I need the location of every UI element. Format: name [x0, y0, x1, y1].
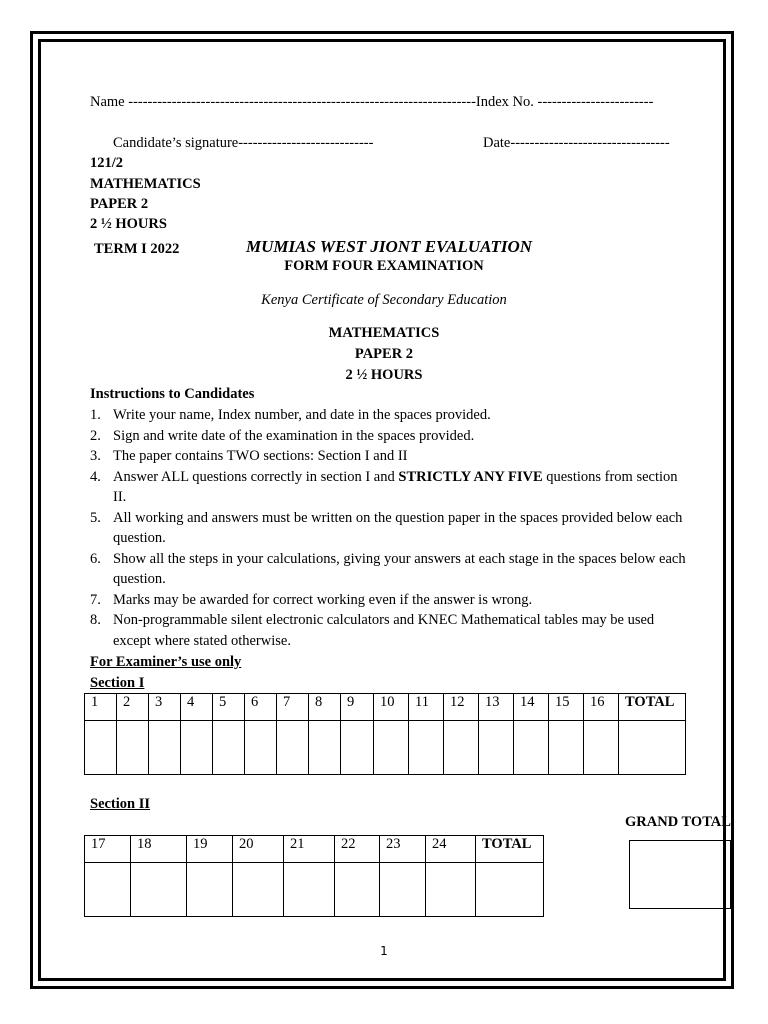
grand-total-label: GRAND TOTAL	[625, 814, 731, 830]
score-cell[interactable]	[149, 721, 181, 775]
score-cell[interactable]	[85, 721, 117, 775]
paper-code: 121/2	[90, 155, 124, 171]
question-number-cell: 12	[444, 694, 479, 721]
question-number-cell: 1	[85, 694, 117, 721]
score-cell[interactable]	[277, 721, 309, 775]
instruction-item	[90, 610, 690, 651]
question-number-cell: 21	[284, 836, 335, 863]
duration-label: 2 ½ HOURS	[90, 216, 167, 232]
date-line: Date---------------------------------	[483, 135, 670, 151]
instruction-item	[90, 405, 690, 426]
question-number-cell: 13	[479, 694, 514, 721]
instruction-number: 7.	[90, 591, 101, 608]
instruction-text: The paper contains TWO sections: Section I and II	[113, 448, 408, 464]
paper-label: PAPER 2	[90, 196, 149, 212]
score-cell[interactable]	[309, 721, 341, 775]
section-1-marks-table	[84, 693, 686, 775]
instruction-item	[90, 590, 690, 611]
exam-title: MUMIAS WEST JIONT EVALUATION	[246, 237, 533, 256]
score-cell[interactable]	[284, 863, 335, 917]
question-number-cell: 14	[514, 694, 549, 721]
question-number-cell: 3	[149, 694, 181, 721]
question-number-cell: 10	[374, 694, 409, 721]
total-column-header: TOTAL	[619, 694, 686, 721]
score-cell[interactable]	[514, 721, 549, 775]
question-number-cell: 23	[380, 836, 426, 863]
instruction-text: Write your name, Index number, and date in the spaces provided.	[113, 407, 491, 423]
instruction-number: 3.	[90, 448, 101, 464]
exam-type: FORM FOUR EXAMINATION	[284, 258, 484, 274]
score-cell[interactable]	[341, 721, 374, 775]
question-number-cell: 19	[187, 836, 233, 863]
score-cell[interactable]	[444, 721, 479, 775]
question-number-cell: 6	[245, 694, 277, 721]
instruction-text: Sign and write date of the examination in the spaces provided.	[113, 427, 475, 444]
term-label: TERM I 2022	[94, 241, 180, 257]
question-number-cell: 5	[213, 694, 245, 721]
center-duration: 2 ½ HOURS	[345, 367, 423, 383]
section-2-label: Section II	[90, 796, 151, 812]
instruction-item	[90, 549, 690, 590]
subject-label: MATHEMATICS	[90, 176, 201, 192]
instruction-item	[90, 508, 690, 549]
instruction-item	[90, 426, 690, 447]
section-2-marks-table	[84, 835, 544, 917]
score-cell[interactable]	[181, 721, 213, 775]
question-number-cell: 15	[549, 694, 584, 721]
question-number-cell: 7	[277, 694, 309, 721]
score-cell[interactable]	[85, 863, 131, 917]
section-1-label: Section I	[90, 675, 145, 691]
examiner-heading: For Examiner’s use only	[90, 654, 242, 670]
score-cell[interactable]	[409, 721, 444, 775]
instruction-number: 5.	[90, 509, 101, 526]
instructions-heading: Instructions to Candidates	[90, 386, 255, 402]
instruction-number: 8.	[90, 612, 101, 628]
grand-total-box[interactable]	[629, 840, 731, 909]
question-number-cell: 2	[117, 694, 149, 721]
instruction-text: Marks may be awarded for correct working even if the answer is wrong.	[113, 591, 533, 608]
instruction-text: Answer ALL questions correctly in section I and	[113, 468, 399, 485]
score-cell[interactable]	[187, 863, 233, 917]
question-number-cell: 22	[335, 836, 380, 863]
center-paper: PAPER 2	[354, 346, 414, 362]
score-cell[interactable]	[479, 721, 514, 775]
instruction-item	[90, 467, 690, 508]
signature-line: Candidate’s signature----------------------------	[113, 135, 374, 151]
question-number-cell: 9	[341, 694, 374, 721]
score-cell[interactable]	[380, 863, 426, 917]
instruction-number: 4.	[90, 468, 101, 485]
question-number-cell: 20	[233, 836, 284, 863]
score-cell[interactable]	[117, 721, 149, 775]
instruction-item	[90, 446, 690, 467]
question-number-cell: 4	[181, 694, 213, 721]
instruction-number: 1.	[90, 407, 101, 423]
score-cell[interactable]	[549, 721, 584, 775]
score-cell[interactable]	[335, 863, 380, 917]
question-number-cell: 24	[426, 836, 476, 863]
instruction-text: questions from section II.	[113, 468, 678, 505]
question-number-cell: 16	[584, 694, 619, 721]
instruction-number: 2.	[90, 427, 101, 444]
score-cell[interactable]	[584, 721, 619, 775]
instruction-text: All working and answers must be written on the question paper in the spaces provided below each question.	[113, 509, 683, 546]
instruction-text: Non-programmable silent electronic calculators and KNEC Mathematical tables may be used except where stated otherwise.	[113, 612, 655, 649]
score-cell[interactable]	[245, 721, 277, 775]
instruction-number: 6.	[90, 550, 101, 567]
score-cell[interactable]	[426, 863, 476, 917]
center-subject: MATHEMATICS	[328, 325, 440, 341]
question-number-cell: 11	[409, 694, 444, 721]
instruction-emphasis: STRICTLY ANY FIVE	[398, 468, 543, 485]
total-score-cell[interactable]	[619, 721, 686, 775]
certificate-title: Kenya Certificate of Secondary Education	[261, 292, 507, 308]
question-number-cell: 8	[309, 694, 341, 721]
instruction-text: Show all the steps in your calculations, giving your answers at each stage in the spaces below each question.	[113, 550, 686, 587]
score-cell[interactable]	[213, 721, 245, 775]
name-index-line: Name ------------------------------------------------------------------------Index No. ------------------------	[90, 94, 654, 110]
score-cell[interactable]	[233, 863, 284, 917]
question-number-cell: 18	[131, 836, 187, 863]
question-number-cell: 17	[85, 836, 131, 863]
total-score-cell[interactable]	[476, 863, 544, 917]
score-cell[interactable]	[131, 863, 187, 917]
score-cell[interactable]	[374, 721, 409, 775]
instructions-list	[90, 405, 690, 651]
page-number: 1	[380, 944, 388, 958]
total-column-header: TOTAL	[476, 836, 544, 863]
